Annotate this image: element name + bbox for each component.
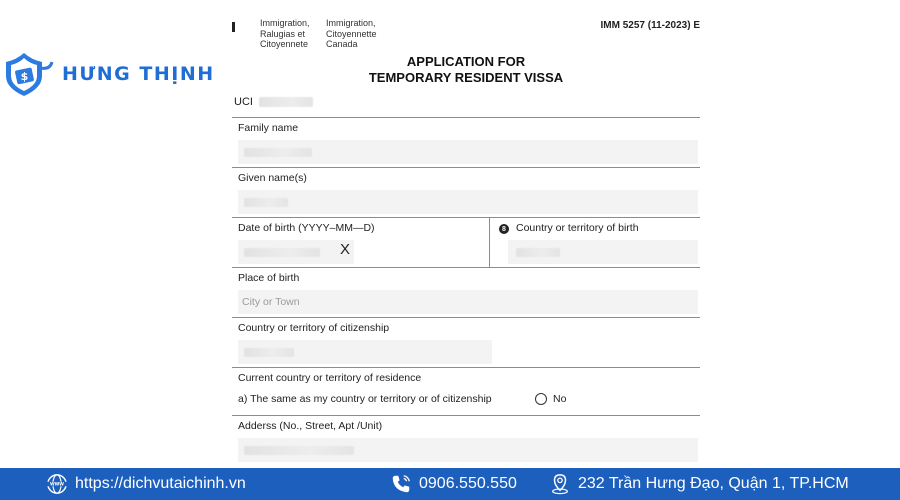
country-birth-label: Country or territory of birth [516,222,639,234]
uci-value-redacted [259,97,313,107]
residence-label: Current country or territory of residence [238,372,422,384]
contact-footer [0,468,900,500]
citizenship-input[interactable] [238,340,492,364]
agency-name-en: Immigration, Ralugias et Citoyennete [260,18,310,49]
address-link[interactable] [549,468,849,500]
page-title: APPLICATION FOR TEMPORARY RESIDENT VISSA [368,54,564,85]
government-mark [232,22,235,32]
country-birth-input[interactable] [508,240,698,264]
given-names-row [232,167,700,217]
residence-option-text: a) The same as my country or territory or of citizenship [238,393,492,405]
brand-logo [2,50,215,98]
address-label: Adderss (No., Street, Apt /Unit) [238,420,383,432]
place-birth-row [232,267,700,317]
field-number-badge: 8 [499,224,509,234]
family-name-row [232,117,700,167]
given-names-input[interactable] [238,190,698,214]
citizenship-label: Country or territory of citizenship [238,322,390,334]
phone-text: 0906.550.550 [419,475,517,492]
address-row [232,415,700,468]
website-text: https://dichvutaichinh.vn [75,475,246,492]
phone-link[interactable] [390,468,517,500]
uci-label: UCI [234,96,253,108]
given-names-label: Given name(s) [238,172,307,184]
svg-text:$: $ [20,70,29,83]
place-birth-label: Place of birth [238,272,300,284]
residence-row [232,367,700,415]
svg-text:WWW: WWW [50,481,64,487]
no-radio-label: No [553,393,567,405]
address-input[interactable] [238,438,698,462]
place-birth-input[interactable] [238,290,698,314]
form-header [232,14,700,54]
dob-input[interactable] [238,240,354,264]
dob-x-mark: X [340,241,351,258]
brand-name: HƯNG THỊNH [62,63,215,85]
dob-label: Date of birth (YYYY–MM—D) [238,222,375,234]
globe-www-icon [46,473,68,495]
family-name-label: Family name [238,122,299,134]
dollar-shield-icon [2,50,54,98]
no-radio[interactable] [535,393,547,405]
uci-field[interactable] [234,96,313,108]
address-text: 232 Trần Hưng Đạo, Quận 1, TP.HCM [578,475,849,492]
dob-row [232,217,700,267]
website-link[interactable] [46,468,246,500]
visa-application-form [232,14,700,468]
column-divider [489,218,490,268]
phone-icon [390,473,412,495]
agency-name-fr: Immigration, Citoyennette Canada [326,18,377,49]
family-name-input[interactable] [238,140,698,164]
location-pin-icon [549,473,571,495]
citizenship-row [232,317,700,367]
form-code: IMM 5257 (11-2023) E [600,20,700,31]
place-birth-placeholder: City or Town [242,296,300,308]
